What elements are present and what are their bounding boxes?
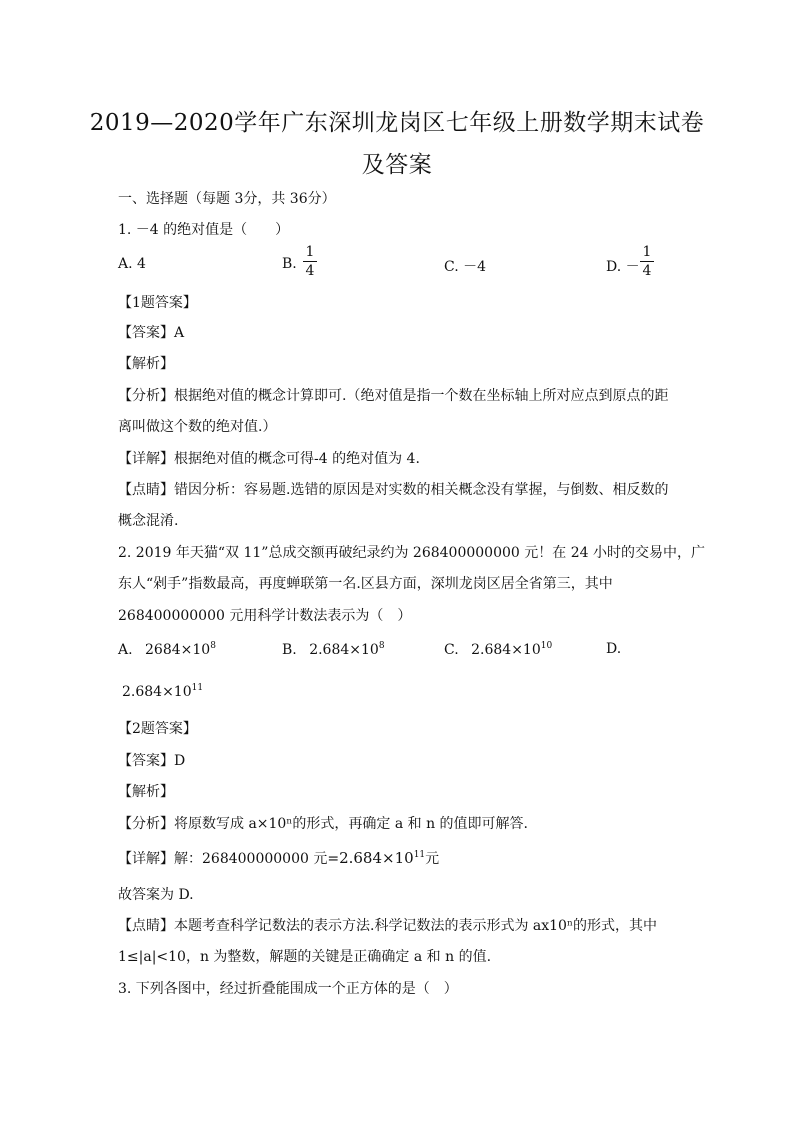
q2-analysis-heading: 【解析】 <box>118 784 174 800</box>
q1-tip-line1: 【点睛】错因分析：容易题.选错的原因是对实数的相关概念没有掌握，与倒数、相反数的 <box>118 482 669 498</box>
q2-tip-line2: 1≤|a|<10，n 为整数，解题的关键是正确确定 a 和 n 的值. <box>118 949 492 965</box>
q2-option-b <box>282 641 385 658</box>
q1-stem: 1. －4 的绝对值是（ ） <box>118 222 290 238</box>
q1-option-b-fraction <box>303 244 317 279</box>
q2-answer: 【答案】D <box>118 753 186 769</box>
fraction-numerator: 1 <box>305 244 315 260</box>
option-value: 2684×10 <box>145 642 211 658</box>
q2-answer-tag: 【2题答案】 <box>118 721 197 737</box>
q2-option-a <box>118 641 216 658</box>
q1-detail: 【详解】根据绝对值的概念可得-4 的绝对值为 4. <box>118 451 420 467</box>
page-title-line1: 2019—2020学年广东深圳龙岗区七年级上册数学期末试卷 <box>89 110 705 136</box>
q2-tip-line1: 【点睛】本题考查科学记数法的表示方法.科学记数法的表示形式为 ax10ⁿ的形式，其中 <box>118 918 658 934</box>
q2-option-c <box>444 641 552 658</box>
q2-stem-line2: 东人“剁手”指数最高，再度蝉联第一名.区县方面，深圳龙岗区居全省第三，其中 <box>118 576 613 592</box>
option-exponent: 10 <box>540 641 553 651</box>
q1-fenxi-line1: 【分析】根据绝对值的概念计算即可.（绝对值是指一个数在坐标轴上所对应点到原点的距 <box>118 388 669 404</box>
q1-option-d-label: D. － <box>606 259 640 275</box>
detail-prefix: 【详解】解：268400000000 元= <box>118 851 340 867</box>
option-label: B. <box>282 642 297 658</box>
q1-option-b-label: B. <box>282 256 297 272</box>
q3-stem: 3. 下列各图中，经过折叠能围成一个正方体的是（ ） <box>118 981 458 997</box>
fraction-denominator: 4 <box>642 263 652 279</box>
option-label: A. <box>118 642 133 658</box>
detail-exponent: 11 <box>413 850 426 860</box>
fraction-bar <box>303 261 317 262</box>
q2-fenxi: 【分析】将原数写成 a×10ⁿ的形式，再确定 a 和 n 的值即可解答. <box>118 816 529 832</box>
q2-conclusion: 故答案为 D. <box>118 887 194 903</box>
fraction-numerator: 1 <box>642 244 652 260</box>
q1-tip-line2: 概念混淆. <box>118 513 179 529</box>
option-exponent: 11 <box>191 683 204 693</box>
q1-fenxi-line2: 离叫做这个数的绝对值.） <box>118 419 277 435</box>
fraction-bar <box>640 261 654 262</box>
option-exponent: 8 <box>210 641 216 651</box>
detail-suffix: 元 <box>425 851 440 867</box>
option-value: 2.684×10 <box>309 642 379 658</box>
option-label: C. <box>444 642 459 658</box>
q1-analysis-heading: 【解析】 <box>118 356 174 372</box>
section-heading: 一、选择题（每题 3分，共 36分） <box>118 191 336 207</box>
q1-answer: 【答案】A <box>118 325 185 341</box>
q2-option-d-label: D. <box>606 641 622 657</box>
fraction-denominator: 4 <box>305 263 315 279</box>
detail-value: 2.684×10 <box>339 849 414 867</box>
q1-option-a: A. 4 <box>118 256 146 272</box>
q2-stem-line3: 268400000000 元用科学计数法表示为（ ） <box>118 608 412 624</box>
q2-detail <box>118 848 439 868</box>
q1-option-d-fraction <box>640 244 654 279</box>
page-title-line2: 及答案 <box>361 152 433 178</box>
q2-option-d-value <box>122 683 203 700</box>
option-value: 2.684×10 <box>122 684 192 700</box>
option-exponent: 8 <box>378 641 385 651</box>
q1-option-c: C. －4 <box>444 259 487 275</box>
q1-answer-tag: 【1题答案】 <box>118 295 197 311</box>
q2-stem-line1: 2. 2019 年天猫“双 11”总成交额再破纪录约为 268400000000 元！在 24 小时的交易中，广 <box>118 545 705 561</box>
option-value: 2.684×10 <box>471 642 541 658</box>
